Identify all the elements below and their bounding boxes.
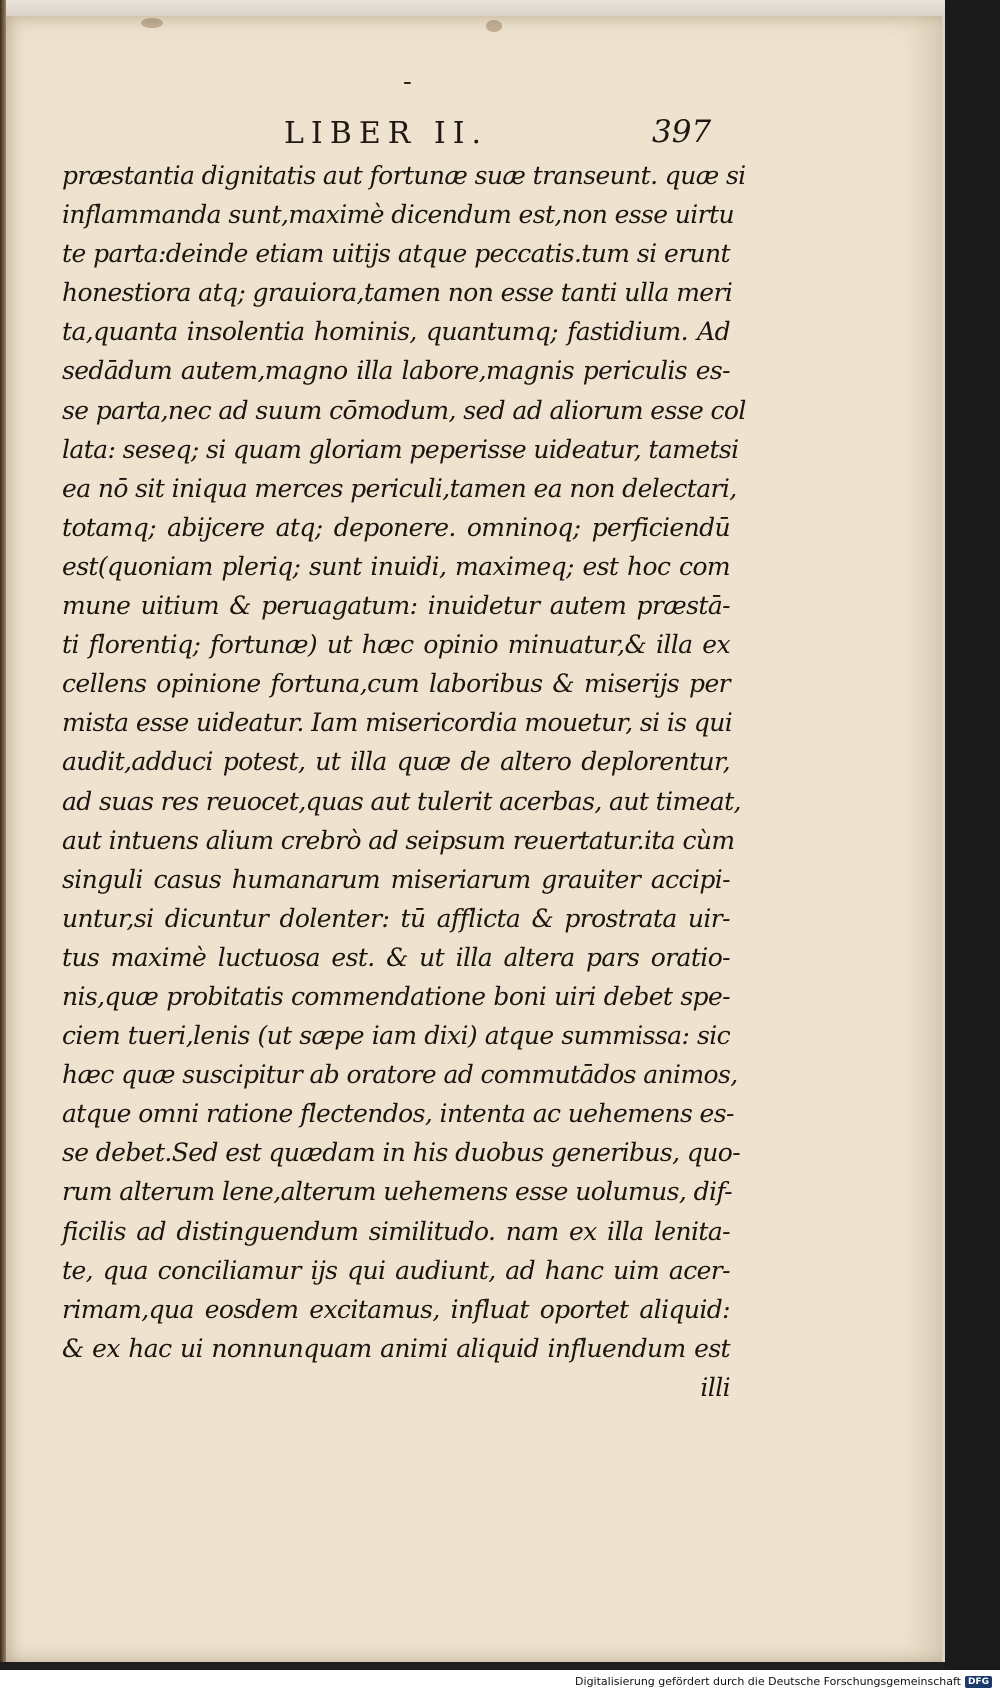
text-line: & ex hac ui nonnunquam animi aliquid influendum est (62, 1333, 730, 1363)
text-line: ta,quanta insolentia hominis, quantumq; fastidium. Ad (62, 317, 730, 347)
stain-spot (486, 20, 502, 32)
text-line: est(quoniam pleriq; sunt inuidi, maximeq; est hoc com (62, 551, 730, 581)
stain-spot (141, 18, 163, 28)
catchword: illi (700, 1372, 730, 1402)
text-line: audit,adduci potest, ut illa quæ de altero deplorentur, (62, 747, 730, 777)
text-line: tus maximè luctuosa est. & ut illa altera pars oratio- (62, 942, 730, 972)
text-line: untur,si dicuntur dolenter: tū afflicta & prostrata uir- (62, 903, 730, 933)
body-text (62, 156, 746, 1407)
text-line: sedādum autem,magno illa labore,magnis periculis es- (62, 356, 730, 386)
running-head: LIBER II. (284, 116, 489, 151)
page-number: 397 (652, 114, 712, 150)
text-line: se debet.Sed est quædam in his duobus generibus, quo- (62, 1138, 741, 1168)
text-line: ti florentiq; fortunæ) ut hæc opinio minuatur,& illa ex (62, 630, 730, 660)
text-line: præstantia dignitatis aut fortunæ suæ transeunt. quæ si (62, 161, 746, 190)
text-line: mune uitium & peruagatum: inuidetur autem præstā- (62, 591, 730, 621)
text-line: mista esse uideatur. Iam misericordia mouetur, si is qui (62, 708, 733, 738)
book-page (6, 16, 942, 1662)
text-line: atque omni ratione flectendos, intenta ac uehemens es- (62, 1099, 734, 1129)
dfg-logo: DFG (965, 1676, 992, 1688)
text-line: totamq; abijcere atq; deponere. omninoq; perficiendū (62, 512, 730, 542)
text-line: te parta:deinde etiam uitijs atque peccatis.tum si erunt (62, 239, 730, 269)
text-line: ficilis ad distinguendum similitudo. nam ex illa lenita- (62, 1216, 730, 1246)
digitization-credit (575, 1675, 992, 1688)
text-line: ad suas res reuocet,quas aut tulerit acerbas, aut timeat, (62, 786, 741, 816)
text-line: hæc quæ suscipitur ab oratore ad commutādos animos, (62, 1060, 738, 1090)
text-line: inflammanda sunt,maximè dicendum est,non esse uirtu (62, 200, 734, 230)
credit-text: Digitalisierung gefördert durch die Deutsche Forschungsgemeinschaft (575, 1675, 961, 1688)
text-line: ciem tueri,lenis (ut sæpe iam dixi) atque summissa: sic (62, 1021, 730, 1051)
text-line: singuli casus humanarum miseriarum grauiter accipi- (62, 864, 730, 894)
text-line: rimam,qua eosdem excitamus, influat oportet aliquid: (62, 1294, 730, 1324)
dark-board (945, 0, 1000, 1670)
text-line: nis,quæ probitatis commendatione boni uiri debet spe- (62, 981, 730, 1011)
page-dash: - (403, 67, 412, 97)
text-line: honestiora atq; grauiora,tamen non esse tanti ulla meri (62, 278, 733, 308)
text-line: te, qua conciliamur ijs qui audiunt, ad hanc uim acer- (62, 1255, 730, 1285)
text-line: cellens opinione fortuna,cum laboribus & miserijs per (62, 669, 730, 699)
text-line: lata: seseq; si quam gloriam peperisse uideatur, tametsi (62, 434, 739, 464)
text-line: se parta,nec ad suum cōmodum, sed ad aliorum esse col (62, 395, 746, 425)
page-spine-shadow (0, 0, 6, 1670)
text-line: rum alterum lene,alterum uehemens esse uolumus, dif- (62, 1177, 732, 1207)
text-line: aut intuens alium crebrò ad seipsum reuertatur.ita cùm (62, 825, 735, 855)
text-line: ea nō sit iniqua merces periculi,tamen ea non delectari, (62, 473, 737, 503)
bottom-board (0, 1662, 945, 1670)
